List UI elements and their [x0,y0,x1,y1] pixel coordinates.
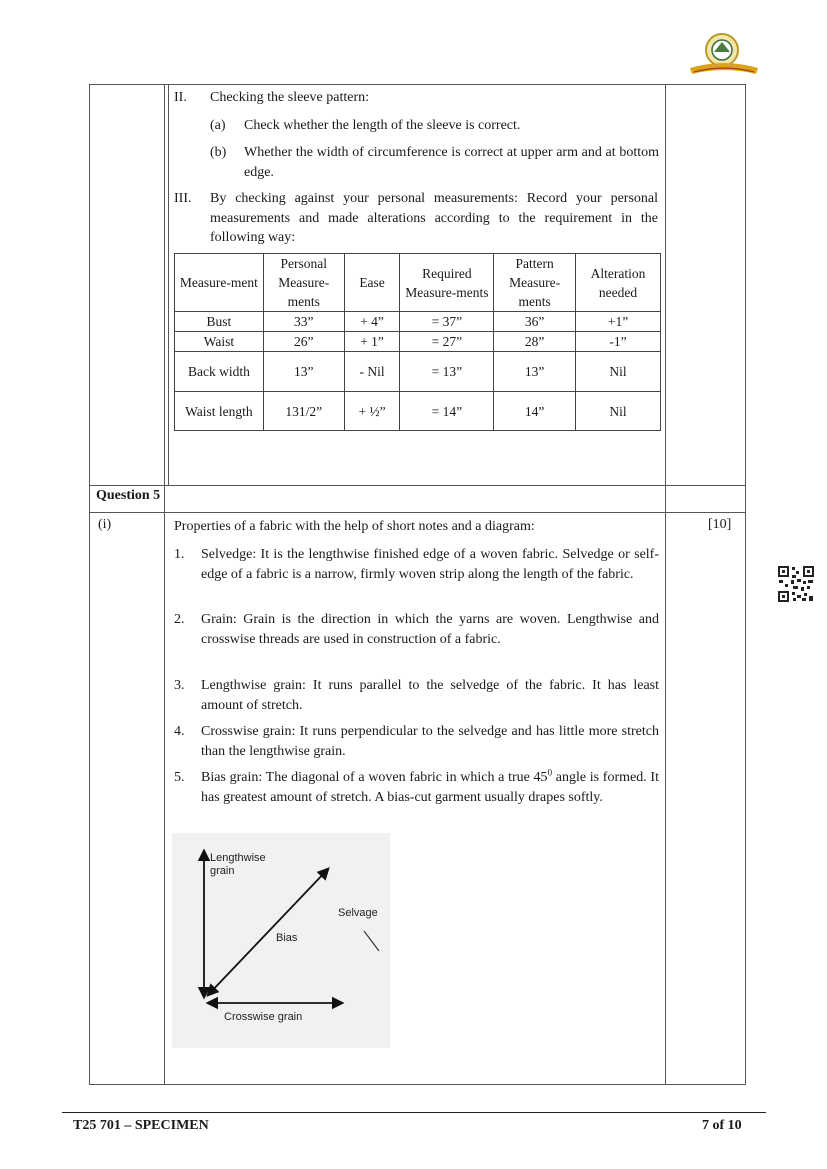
council-logo [688,28,760,82]
table-cell: + ½” [344,392,400,431]
footer-page-number: 7 of 10 [702,1118,742,1133]
section-2-item-a-text: Check whether the length of the sleeve is correct. [244,118,521,133]
point-text: Grain: Grain is the direction in which the yarns are woven. Lengthwise and crosswise threads are used in construction of a fabric. [201,612,659,647]
table-header-cell: Pattern Measure-ments [494,254,576,312]
table-header-cell: Ease [344,254,400,312]
point-number: 4. [174,724,185,739]
measurement-table [174,253,661,431]
section-2-heading: Checking the sleeve pattern: [210,90,369,105]
table-cell: Waist [175,332,264,352]
row-divider-top [89,485,746,486]
question-marks: [10] [708,517,732,532]
row-divider-question [89,512,746,513]
section-3-text: By checking against your personal measurements: Record your personal measurements and made alterations according to the requirement in the following way: [210,191,658,245]
selvage-pointer [364,931,379,951]
table-cell: + 4” [344,312,400,332]
point-text-part: Bias grain: The diagonal of a woven fabric in which a true 45 [201,770,548,785]
point-text-part: angle is formed. It has greatest amount of stretch. A bias-cut garment usually drapes softly. [201,770,659,805]
table-cell: 33” [263,312,344,332]
section-2-item-b-label: (b) [210,145,227,160]
table-cell: - Nil [344,352,400,392]
column-divider-right [665,84,666,1085]
section-3-number: III. [174,191,192,206]
table-cell: 28” [494,332,576,352]
point-number: 5. [174,770,185,785]
table-row [175,392,661,431]
table-header-cell: Alteration needed [576,254,661,312]
table-cell: 131/2” [263,392,344,431]
table-row [175,312,661,332]
crosswise-grain-label: Crosswise grain [224,1011,303,1023]
point-number: 1. [174,547,185,562]
table-header-cell: Required Measure-ments [400,254,494,312]
lengthwise-grain-label: Lengthwise grain [210,852,266,877]
table-cell: Nil [576,392,661,431]
table-row [175,352,661,392]
table-cell: -1” [576,332,661,352]
point-text [201,768,659,807]
point-text: Selvedge: It is the lengthwise finished edge of a woven fabric. Selvedge or self-edge of a fabric is a narrow, firmly woven strip along the length of the fabric. [201,547,659,582]
fabric-grain-diagram [172,833,390,1048]
table-row [175,332,661,352]
table-cell: = 27” [400,332,494,352]
table-cell: Waist length [175,392,264,431]
qr-code-icon [777,565,815,603]
table-cell: = 37” [400,312,494,332]
table-cell: 36” [494,312,576,332]
column-divider-inner [168,84,169,485]
table-cell: + 1” [344,332,400,352]
bias-label: Bias [276,932,298,944]
table-cell: = 14” [400,392,494,431]
selvage-label: Selvage [338,907,378,919]
point-text: Crosswise grain: It runs perpendicular to the selvedge and has little more stretch than the lengthwise grain. [201,724,659,759]
table-cell: Bust [175,312,264,332]
section-2-number: II. [174,90,187,105]
footer-rule [62,1112,766,1113]
table-cell: = 13” [400,352,494,392]
table-cell: 13” [263,352,344,392]
point-text: Lengthwise grain: It runs parallel to the selvedge of the fabric. It has least amount of stretch. [201,678,659,713]
table-cell: Back width [175,352,264,392]
table-header-cell: Personal Measure-ments [263,254,344,312]
table-header-row [175,254,661,312]
degree-superscript: 0 [547,767,553,778]
table-cell: 26” [263,332,344,352]
table-header-cell: Measure-ment [175,254,264,312]
question-heading: Question 5 [96,488,161,503]
table-cell: 13” [494,352,576,392]
table-cell: 14” [494,392,576,431]
question-intro: Properties of a fabric with the help of short notes and a diagram: [174,519,535,534]
point-number: 3. [174,678,185,693]
section-2-item-b-text: Whether the width of circumference is correct at upper arm and at bottom edge. [244,145,659,180]
column-divider-left [164,84,165,1085]
footer-paper-code: T25 701 – SPECIMEN [73,1118,209,1133]
question-part-number: (i) [98,517,112,532]
bias-arrow [208,869,328,995]
table-cell: Nil [576,352,661,392]
table-cell: +1” [576,312,661,332]
section-2-item-a-label: (a) [210,118,226,133]
point-number: 2. [174,612,185,627]
